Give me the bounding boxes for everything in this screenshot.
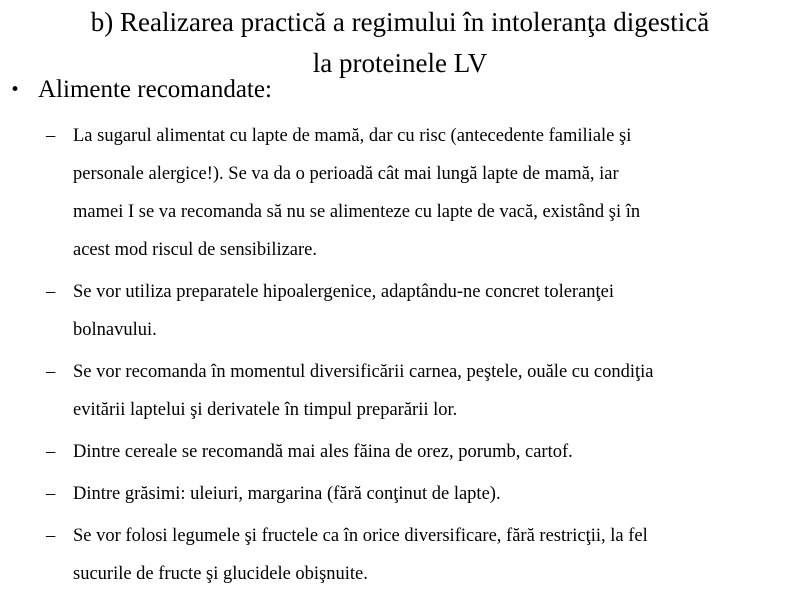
dash-marker: – bbox=[46, 526, 56, 546]
list-item bbox=[0, 273, 800, 349]
dash-marker: – bbox=[46, 282, 56, 302]
list-item bbox=[0, 517, 800, 593]
dash-marker: – bbox=[46, 442, 56, 462]
dash-marker: – bbox=[46, 484, 56, 504]
list-item-line: acest mod riscul de sensibilizare. bbox=[73, 240, 318, 260]
list-item bbox=[0, 117, 800, 269]
list-item bbox=[0, 475, 800, 513]
list-item-line: Dintre cereale se recomandă mai ales făina de orez, porumb, cartof. bbox=[73, 442, 573, 462]
dash-marker: – bbox=[46, 362, 56, 382]
list-item bbox=[0, 433, 800, 471]
list-item-line: evitării laptelui şi derivatele în timpul preparării lor. bbox=[73, 400, 458, 420]
list-item-line: mamei I se va recomanda să nu se alimenteze cu lapte de vacă, existând şi în bbox=[73, 202, 641, 222]
bullet-marker: • bbox=[10, 80, 21, 100]
list-item-line: Se vor folosi legumele şi fructele ca în orice diversificare, fără restricţii, la fel bbox=[73, 526, 648, 546]
title-line-1: b) Realizarea practică a regimului în intoleranţa digestică bbox=[90, 7, 710, 37]
main-bullet-text: Alimente recomandate: bbox=[38, 76, 272, 103]
list-item-line: sucurile de fructe şi glucidele obişnuite. bbox=[73, 564, 368, 584]
list-item bbox=[0, 353, 800, 429]
list-item-line: Se vor utiliza preparatele hipoalergenice, adaptându-ne concret toleranţei bbox=[73, 282, 615, 302]
list-item-line: La sugarul alimentat cu lapte de mamă, dar cu risc (antecedente familiale şi bbox=[73, 126, 632, 146]
sub-bullet-list bbox=[0, 117, 800, 597]
list-item-line: bolnavului. bbox=[73, 320, 157, 340]
list-item-line: Se vor recomanda în momentul diversificării carnea, peştele, ouăle cu condiţia bbox=[73, 362, 654, 382]
list-item-line: personale alergice!). Se va da o perioadă cât mai lungă lapte de mamă, iar bbox=[73, 164, 619, 184]
title-line-2: la proteinele LV bbox=[312, 48, 488, 78]
dash-marker: – bbox=[46, 126, 56, 146]
list-item-line: Dintre grăsimi: uleiuri, margarina (fără conţinut de lapte). bbox=[73, 484, 501, 504]
